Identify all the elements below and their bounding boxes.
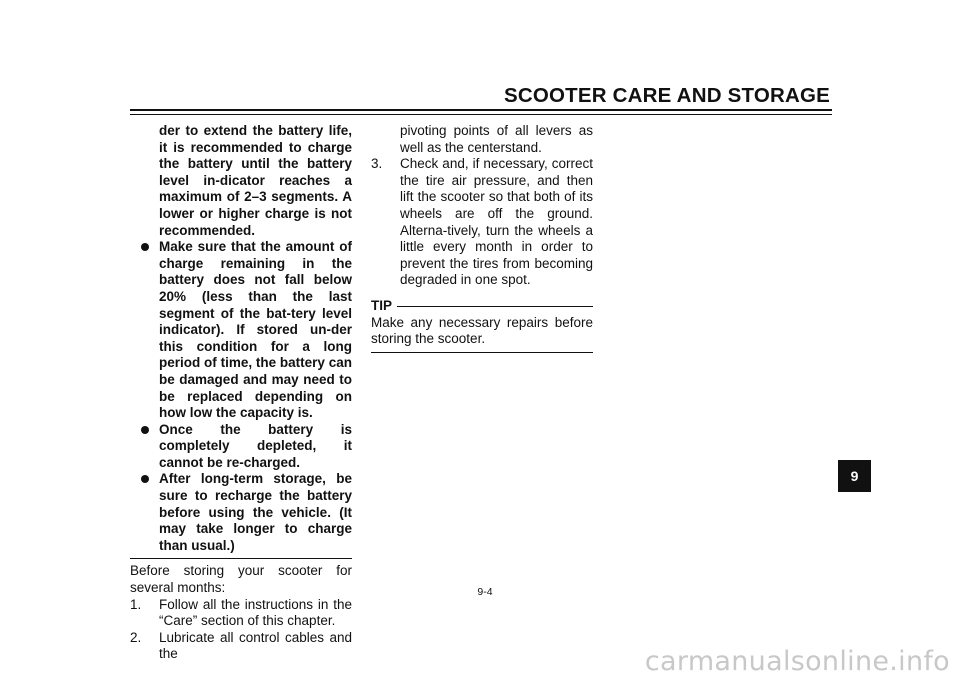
step-text: Follow all the instructions in the “Care” section of this chapter.: [159, 596, 352, 629]
bullet-item: [130, 239, 352, 422]
watermark: carmanualsonline.info: [644, 646, 950, 677]
numbered-step: [130, 597, 352, 630]
step-text: Check and, if necessary, correct the tire air pressure, and then lift the scooter so that both of its wheels are off the ground. Alterna-tively, turn the wheels a little every month in order to prevent the tires from becoming degraded in one spot.: [400, 156, 593, 288]
tip-header-rule: [397, 306, 593, 307]
chapter-tab: 9: [838, 460, 871, 492]
tip-text: Make any necessary repairs before storing the scooter.: [371, 314, 593, 347]
bullet-dot-icon: [141, 475, 149, 483]
bullet-text: Make sure that the amount of charge remaining in the battery does not fall below 20% (less than the last segment of the bat-tery level indicator). If stored un-der this condition for a long period of time, the battery can be damaged and may need to be replaced depending on how low the capacity is.: [159, 239, 352, 421]
numbered-step: [130, 630, 352, 663]
bullet-dot-icon: [141, 243, 149, 251]
page-header-title: SCOOTER CARE AND STORAGE: [504, 84, 830, 107]
numbered-step: [371, 156, 593, 289]
page-number: 9-4: [477, 586, 493, 598]
tip-end-rule: [371, 352, 593, 353]
step-number: 3.: [371, 156, 383, 172]
bullet-text: Once the battery is completely depleted, it cannot be re-charged.: [159, 421, 352, 470]
left-column: [130, 123, 352, 663]
tip-label: TIP: [371, 297, 393, 313]
tip-header: [371, 298, 593, 315]
step-number: 2.: [130, 629, 142, 645]
bullet-item: [130, 471, 352, 554]
caution-intro: der to extend the battery life, it is recommended to charge the battery until the battery level in-dicator reaches a maximum of 2–3 segments. A lower or higher charge is not recommended.: [159, 123, 352, 238]
right-column: [371, 123, 593, 353]
storage-intro-paragraph: Before storing your scooter for several months:: [130, 563, 352, 596]
step-text: Lubricate all control cables and the: [159, 629, 352, 662]
caution-end-rule: [130, 558, 352, 559]
header-rule-thick: [130, 109, 832, 111]
header-rule-thin: [130, 114, 832, 115]
bullet-dot-icon: [141, 426, 149, 434]
bullet-item: [130, 422, 352, 472]
bullet-text: After long-term storage, be sure to recharge the battery before using the vehicle. (It may take longer to charge than usual.): [159, 471, 352, 553]
step-number: 1.: [130, 596, 142, 612]
step-continuation: pivoting points of all levers as well as the centerstand.: [400, 123, 593, 155]
